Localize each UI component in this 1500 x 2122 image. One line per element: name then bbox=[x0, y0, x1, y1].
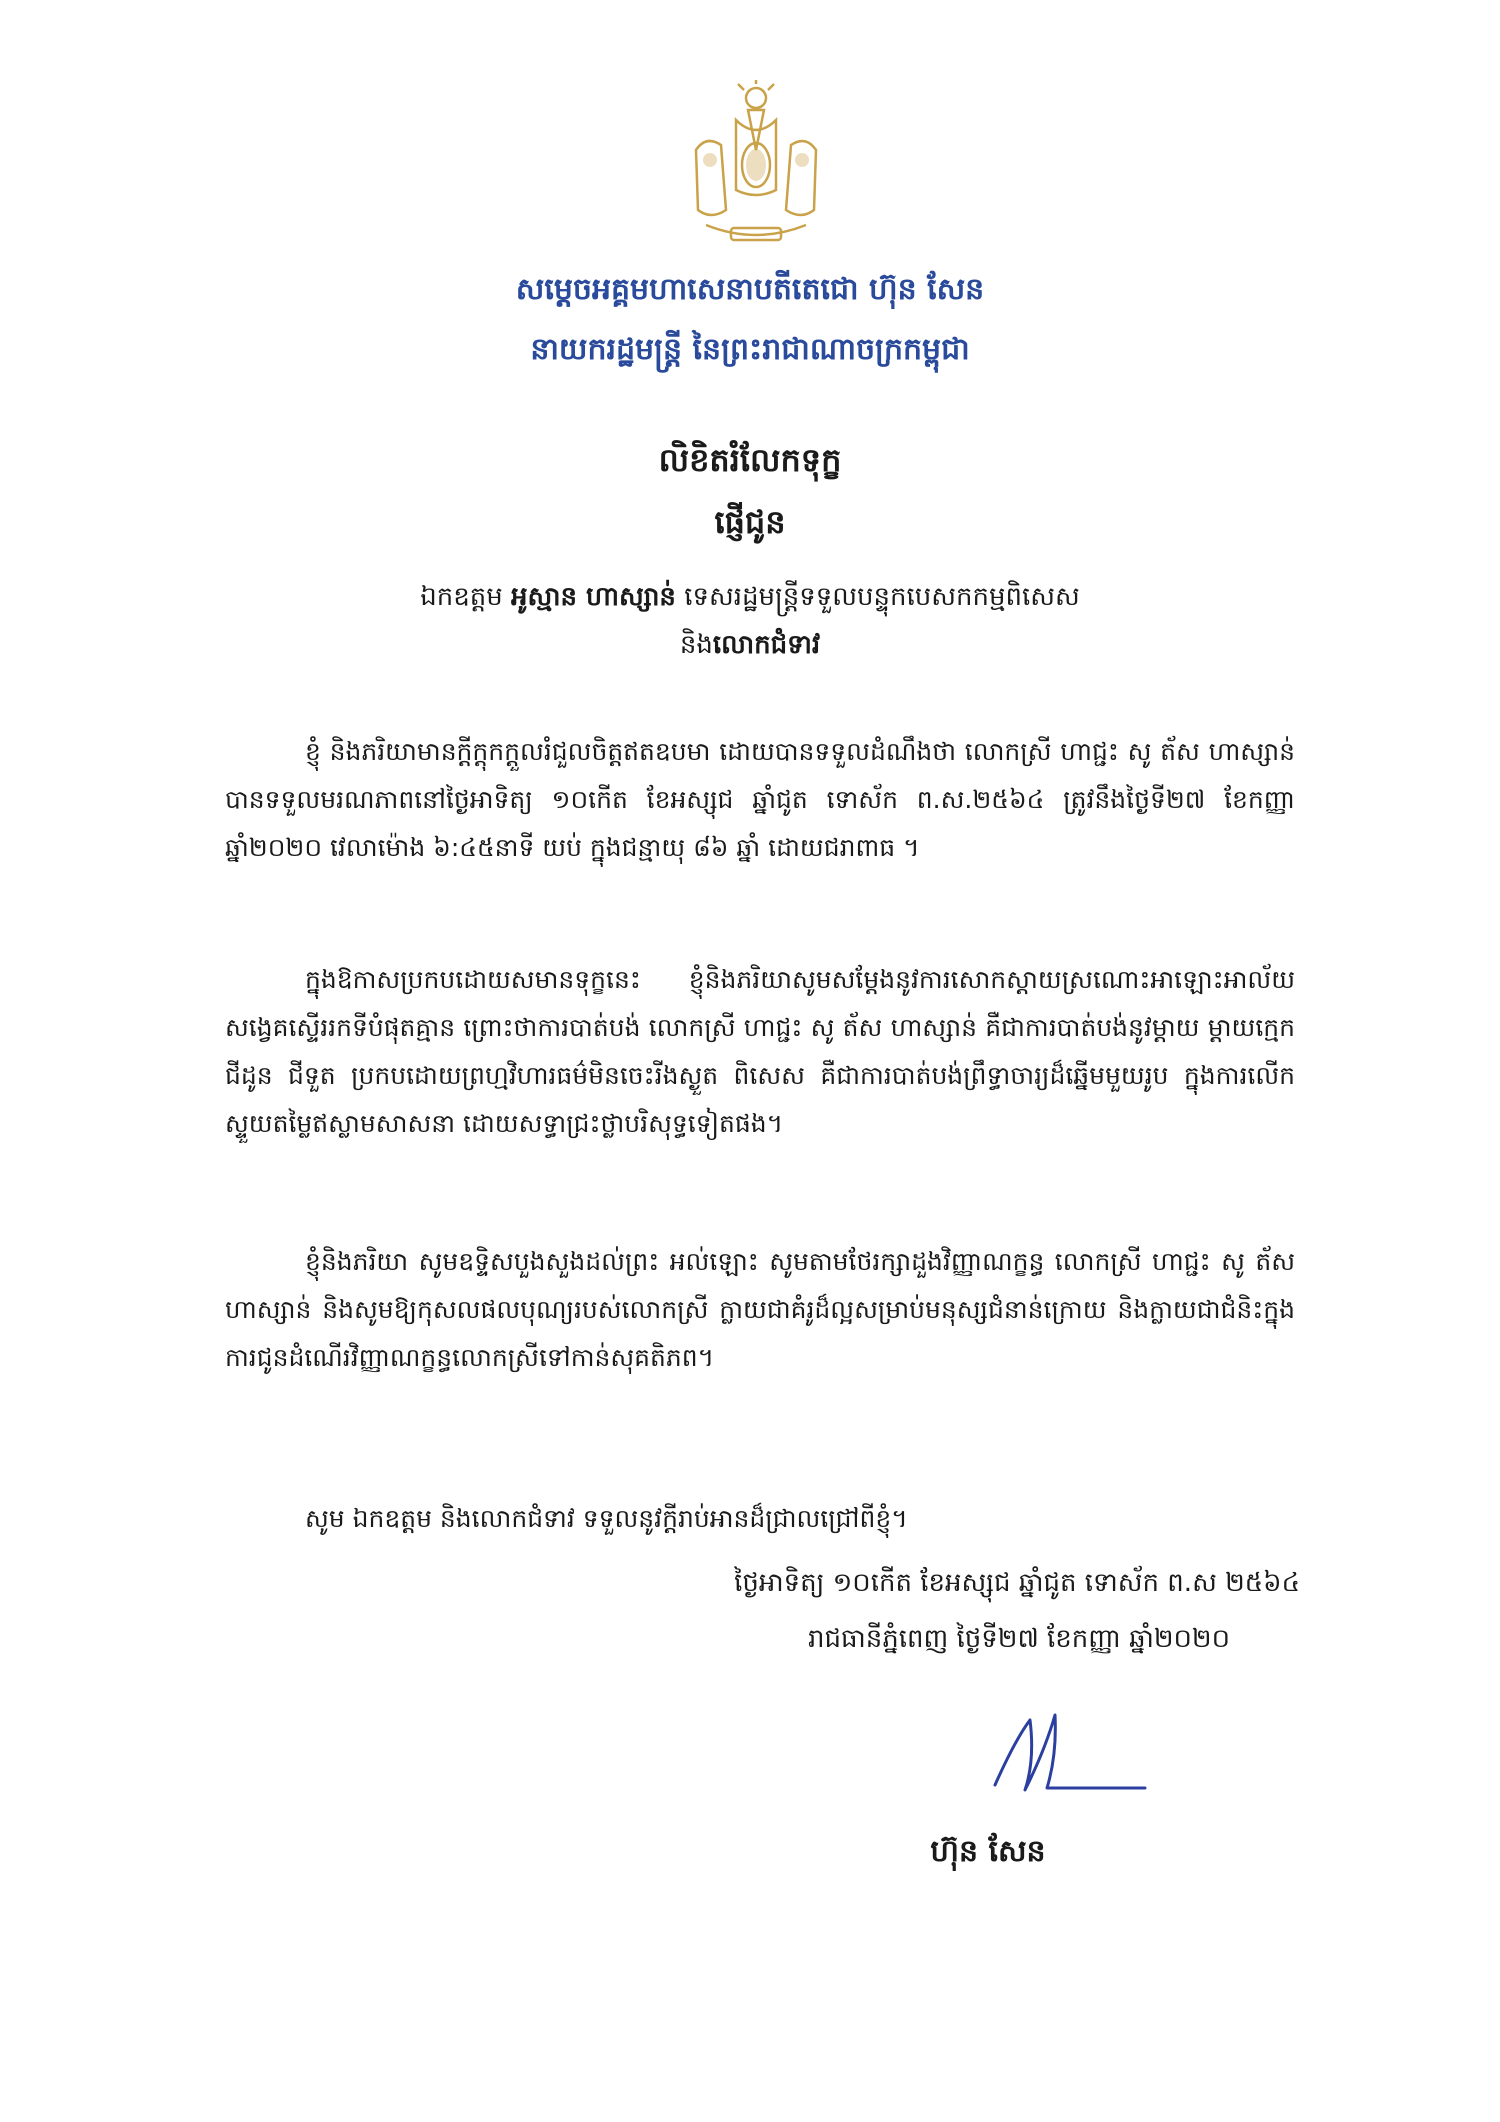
closing-paragraph bbox=[225, 1495, 1295, 1543]
body-paragraph-3 bbox=[225, 1238, 1295, 1382]
recipient-conjunction: និង bbox=[679, 630, 713, 660]
recipient-line bbox=[0, 580, 1500, 618]
paragraph-text: ខ្ញុំនិងភរិយា សូមឧទ្ទិសបួងសួងដល់ព្រះ អល់ឡោះ សូមតាមថែរក្សាដួងវិញ្ញាណក្ខន្ធ លោកស្រី ហាជ្ជះ សូ ត័ស ហាស្សាន់ និងសូមឱ្យកុសលផលបុណ្យរបស់លោកស្រី ក្លាយជាគំរូដ៏ល្អសម្រាប់មនុស្សជំនាន់ក្រោយ និងក្លាយជាជំនិះក្នុងការជូនដំណើរវិញ្ញាណក្ខន្ធលោកស្រីទៅកាន់សុគតិភព។ bbox=[225, 1247, 1295, 1372]
recipient-spouse: លោកជំទាវ bbox=[712, 630, 821, 660]
paragraph-text: ក្នុងឱកាសប្រកបដោយសមានទុក្ខនេះ ខ្ញុំនិងភរិយាសូមសម្តែងនូវការសោកស្តាយស្រណោះអាឡោះអាល័យ សង្វេគស្ទើររកទីបំផុតគ្មាន ព្រោះថាការបាត់បង់ លោកស្រី ហាជ្ជះ សូ ត័ស ហាស្សាន់ គឺជាការបាត់បង់នូវម្តាយ ម្តាយក្មេក ជីដូន ជីទួត ប្រកបដោយព្រហ្មវិហារធម៌មិនចេះរីងស្ងួត ពិសេស គឺជាការបាត់បង់ព្រឹទ្ធាចារ្យដ៏ឆ្នើមមួយរូប ក្នុងការលើកស្ទួយតម្លៃឥស្លាមសាសនា ដោយសទ្ធាជ្រះថ្លាបរិសុទ្ធទៀតផង។ bbox=[225, 965, 1295, 1138]
handwritten-signature bbox=[985, 1700, 1155, 1810]
sender-position: នាយករដ្ឋមន្ត្រី នៃព្រះរាជាណាចក្រកម្ពុជា bbox=[530, 332, 970, 367]
signer-name: ហ៊ុន សែន bbox=[930, 1834, 1046, 1869]
letter-title: លិខិតរំលែកទុក្ខ bbox=[658, 441, 842, 479]
recipient-prefix: ឯកឧត្តម bbox=[420, 582, 503, 612]
body-paragraph-1 bbox=[225, 728, 1295, 872]
lunar-date: ថ្ងៃអាទិត្យ ១០កើត ខែអស្សុជ ឆ្នាំជូត ទោស័ក ព.ស ២៥៦៤ bbox=[734, 1568, 1300, 1598]
place-and-date: រាជធានីភ្នំពេញ ថ្ងៃទី២៧ ខែកញ្ញា ឆ្នាំ២០២០ bbox=[807, 1624, 1230, 1654]
sender-title: សម្តេចអគ្គមហាសេនាបតីតេជោ ហ៊ុន សែន bbox=[515, 272, 985, 307]
recipient-role: ទេសរដ្ឋមន្ត្រីទទួលបន្ទុកបេសកកម្មពិសេស bbox=[684, 582, 1080, 612]
paragraph-text: សូម ឯកឧត្តម និងលោកជំទាវ ទទួលនូវក្តីរាប់អានដ៏ជ្រាលជ្រៅពីខ្ញុំ។ bbox=[305, 1504, 908, 1533]
letter-subtitle: ផ្ញើជូន bbox=[714, 503, 786, 541]
recipient-line-2 bbox=[0, 628, 1500, 666]
recipient-name: អូស្មាន ហាស្សាន់ bbox=[510, 582, 676, 612]
royal-coat-of-arms-emblem bbox=[676, 80, 836, 250]
paragraph-text: ខ្ញុំ និងភរិយាមានក្តីក្តុកក្តួលរំជួលចិត្តឥតឧបមា ដោយបានទទួលដំណឹងថា លោកស្រី ហាជ្ជះ សូ ត័ស ហាស្សាន់ បានទទួលមរណភាពនៅថ្ងៃអាទិត្យ ១០កើត ខែអស្សុជ ឆ្នាំជូត ទោស័ក ព.ស.២៥៦៤ ត្រូវនឹងថ្ងៃទី២៧ ខែកញ្ញា ឆ្នាំ២០២០ វេលាម៉ោង ៦:៤៥នាទី យប់ ក្នុងជន្មាយុ ៨៦ ឆ្នាំ ដោយជរាពាធ ។ bbox=[225, 737, 1295, 862]
body-paragraph-2 bbox=[225, 956, 1295, 1148]
